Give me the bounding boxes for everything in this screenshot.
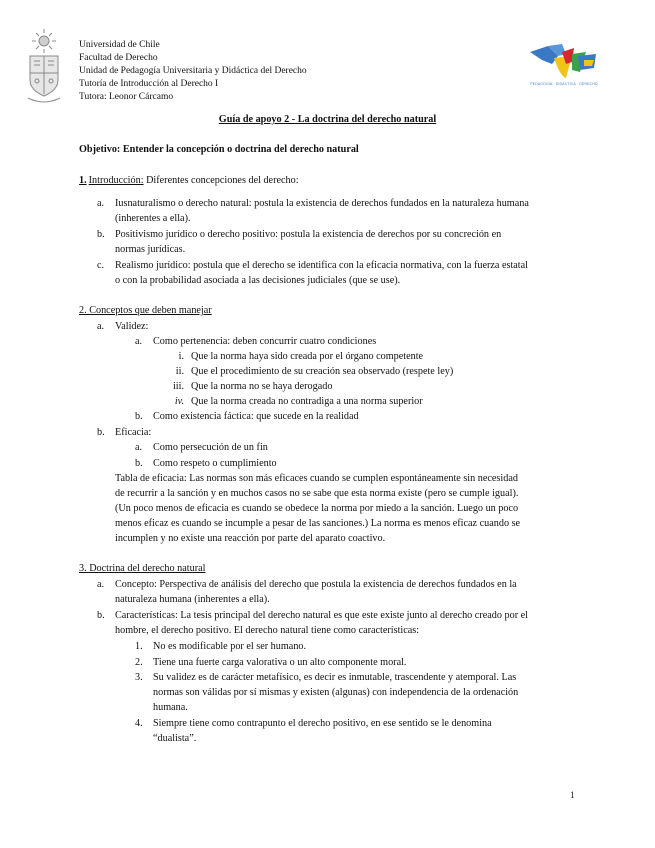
pedagogy-unit-logo <box>528 42 600 88</box>
section2-heading: 2. Conceptos que deben manejar <box>79 305 212 316</box>
tabla-eficacia-line: incumplen y no existe una reacción por parte del aparato coactivo. <box>115 533 386 544</box>
existencia-label: Como existencia fáctica: que sucede en la realidad <box>153 411 359 422</box>
eficacia-item-marker: b. <box>135 458 143 469</box>
section1-item-line: o con la probabilidad asociada a las decisiones judiciales (que se use). <box>115 275 401 286</box>
section1-item-line: (inherentes a ella). <box>115 213 191 224</box>
section1-heading-rest: Diferentes concepciones del derecho: <box>143 175 299 186</box>
section1-item-line: Realismo jurídico: postula que el derecho se identifica con la eficacia normativa, con la fuerza estatal <box>115 260 528 271</box>
condition-text: Que la norma creada no contradiga a una norma superior <box>191 396 423 407</box>
validez-label: Validez: <box>115 321 149 332</box>
numbered-line: No es modificable por el ser humano. <box>153 641 307 652</box>
header-line-faculty: Facultad de Derecho <box>79 53 158 63</box>
logo-caption: PEDAGOGÍA · DIDÁCTICA · DERECHO <box>530 82 598 86</box>
section1-heading-label: Introducción: <box>88 175 144 186</box>
condition-marker: iii. <box>172 381 184 392</box>
eficacia-marker: b. <box>97 427 105 438</box>
caracteristicas-line: hombre, el derecho positivo. El derecho natural tiene como características: <box>115 625 420 636</box>
tabla-eficacia-line: menos eficaz es cuando se incumple a pesar de las sanciones.) La norma es menos eficaz cuando se <box>115 518 521 529</box>
condition-text: Que la norma haya sido creada por el órgano competente <box>191 351 424 362</box>
eficacia-item-text: Como persecución de un fin <box>153 442 268 453</box>
document-title: Guía de apoyo 2 - La doctrina del derecho natural <box>218 114 437 125</box>
caracteristicas-line: Características: La tesis principal del derecho natural es que este existe junto al derecho creado por el <box>115 610 528 621</box>
numbered-marker: 1. <box>135 641 143 652</box>
tabla-eficacia-line: (Un poco menos de eficacia es cuando se obedece la norma por miedo a la sanción. Luego un poco <box>115 503 519 514</box>
section1-item-line: Positivismo jurídico o derecho positivo: postula la existencia de derechos por su concreción en <box>115 229 502 240</box>
condition-text: Que el procedimiento de su creación sea observado (respete ley) <box>191 366 454 377</box>
numbered-marker: 4. <box>135 718 143 729</box>
eficacia-item-marker: a. <box>135 442 143 453</box>
header-line-course: Tutoría de Introducción al Derecho I <box>79 79 219 89</box>
pertenencia-label: Como pertenencia: deben concurrir cuatro condiciones <box>153 336 377 347</box>
section3-heading: 3. Doctrina del derecho natural <box>79 563 206 574</box>
header-line-tutor: Tutora: Leonor Cárcamo <box>79 92 174 102</box>
section1-item-marker: c. <box>97 260 105 271</box>
section1-item-marker: a. <box>97 198 105 209</box>
caracteristicas-marker: b. <box>97 610 105 621</box>
numbered-line: Siempre tiene como contrapunto el derecho positivo, en ese sentido se le denomina <box>153 718 492 729</box>
page-number: 1 <box>570 790 575 800</box>
pertenencia-marker: a. <box>135 336 143 347</box>
numbered-line: Tiene una fuerte carga valorativa o un alto componente moral. <box>153 657 407 668</box>
numbered-marker: 3. <box>135 672 143 683</box>
concepto-marker: a. <box>97 579 105 590</box>
header-line-university: Universidad de Chile <box>79 40 160 50</box>
condition-marker: iv. <box>174 396 184 407</box>
numbered-marker: 2. <box>135 657 143 668</box>
section1-item-marker: b. <box>97 229 105 240</box>
condition-marker: i. <box>178 351 184 362</box>
condition-marker: ii. <box>175 366 184 377</box>
tabla-eficacia-line: de recurrir a la sanción y en muchos casos no se sabe que esta norma existe (pero se cumple igual). <box>115 488 519 499</box>
numbered-line: Su validez es de carácter metafísico, es decir es inmutable, trascendente y atemporal. Las <box>153 672 517 683</box>
section1-item-line: Iusnaturalismo o derecho natural: postula la existencia de derechos fundados en la naturaleza humana <box>115 198 529 209</box>
eficacia-label: Eficacia: <box>115 427 152 438</box>
section1-item-line: normas jurídicas. <box>115 244 186 255</box>
numbered-line: normas son válidas por sí mismas y existen (algunas) con independencia de la ordenación <box>153 687 519 698</box>
condition-text: Que la norma no se haya derogado <box>191 381 333 392</box>
validez-marker: a. <box>97 321 105 332</box>
numbered-line: “dualista”. <box>153 733 197 744</box>
header-line-unit: Unidad de Pedagogía Universitaria y Didáctica del Derecho <box>79 66 307 76</box>
tabla-eficacia-line: Tabla de eficacia: Las normas son más eficaces cuando se cumplen espontáneamente sin necesidad <box>115 473 518 484</box>
university-seal-icon <box>22 28 66 106</box>
eficacia-item-text: Como respeto o cumplimiento <box>153 458 277 469</box>
section1-heading <box>79 173 299 188</box>
section1-number: 1. <box>79 175 87 186</box>
numbered-line: humana. <box>153 702 188 713</box>
concepto-line: naturaleza humana (inherentes a ella). <box>115 594 270 605</box>
concepto-line: Concepto: Perspectiva de análisis del derecho que postula la existencia de derechos fundados en la <box>115 579 517 590</box>
existencia-marker: b. <box>135 411 143 422</box>
objective: Objetivo: Entender la concepción o doctrina del derecho natural <box>79 144 359 155</box>
